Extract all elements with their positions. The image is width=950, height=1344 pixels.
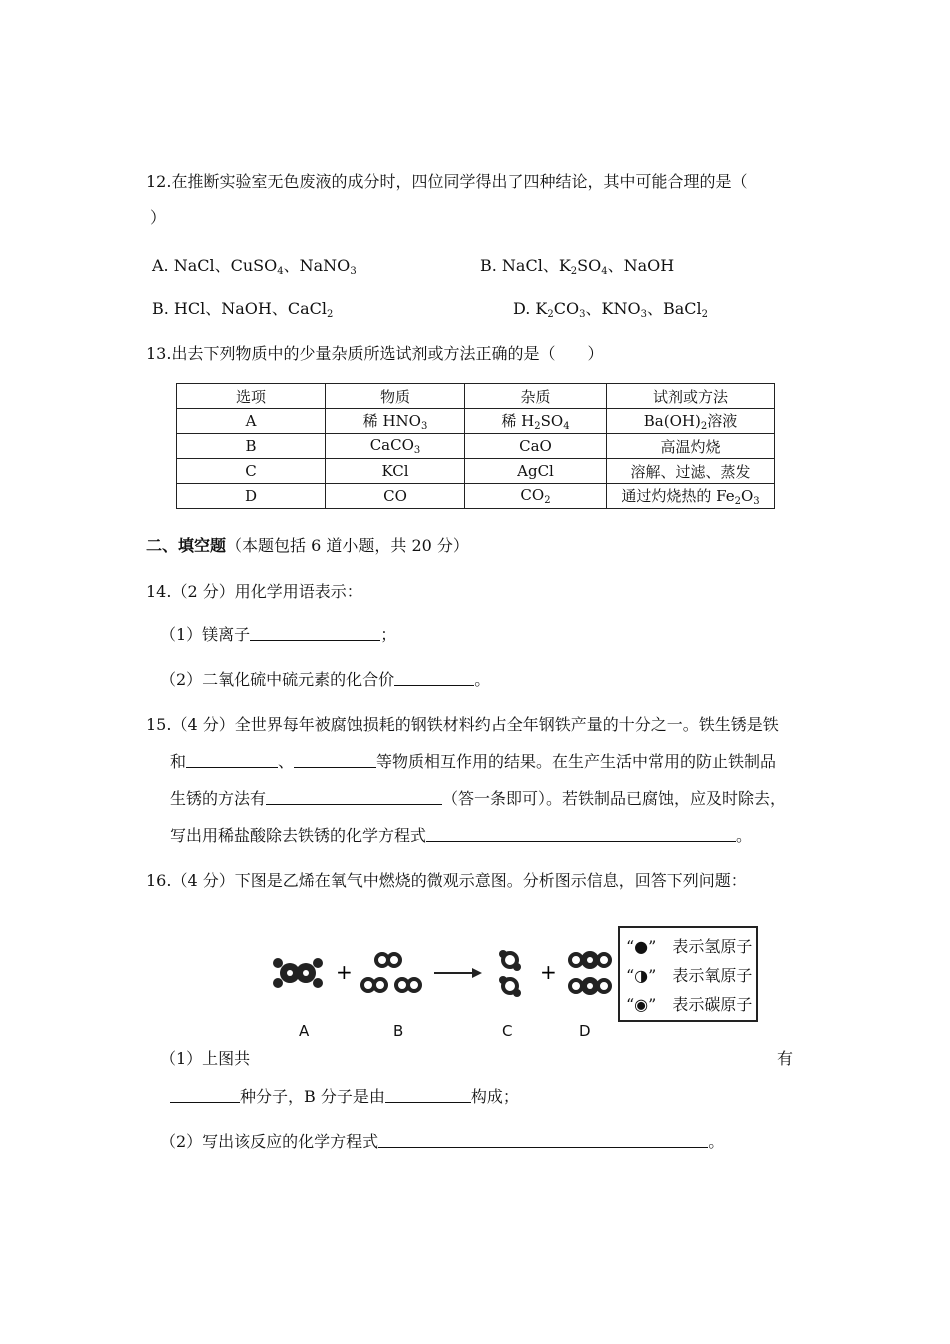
q16-part1-c: 种分子，B 分子是由 构成； <box>170 1087 519 1107</box>
table-header-row <box>177 384 775 409</box>
q16-part2: （2）写出该反应的化学方程式 。 <box>160 1132 725 1151</box>
reaction-diagram <box>268 940 613 1010</box>
q15-line4: 写出用稀盐酸除去铁锈的化学方程式 。 <box>170 826 753 845</box>
molecule-b <box>362 954 420 991</box>
q12-stem-end: ） <box>150 208 167 227</box>
cell-option: B <box>177 434 326 459</box>
section-heading: 二、填空题（本题包括 6 道小题，共 20 分） <box>146 536 469 555</box>
cell-impurity: 稀 $H_2SO_4$ <box>465 409 607 434</box>
label-a: A <box>299 1022 310 1040</box>
answer-blank[interactable] <box>294 753 376 768</box>
table-row <box>177 484 775 509</box>
cell-substance: CaCO$_3$ <box>326 434 465 459</box>
diagram-legend <box>618 926 758 1022</box>
header-impurity: 杂质 <box>465 384 607 409</box>
q12-stem: 12.在推断实验室无色废液的成分时，四位同学得出了四种结论，其中可能合理的是（ <box>146 172 748 191</box>
plus-sign: + <box>336 960 353 984</box>
answer-blank[interactable] <box>250 626 380 641</box>
cell-impurity: $CO_2$ <box>465 484 607 509</box>
cell-option: A <box>177 409 326 434</box>
q13-table <box>176 383 775 509</box>
plus-sign: + <box>540 960 557 984</box>
legend-oxygen: “◑” 表示氧原子 <box>626 966 753 985</box>
header-option: 选项 <box>177 384 326 409</box>
molecule-a <box>273 958 323 988</box>
cell-impurity: CaO <box>465 434 607 459</box>
answer-blank[interactable] <box>385 1088 471 1103</box>
q13-stem: 13.出去下列物质中的少量杂质所选试剂或方法正确的是（ ） <box>146 344 604 363</box>
reaction-arrow <box>434 968 482 978</box>
cell-method: 高温灼烧 <box>607 434 775 459</box>
table-row <box>177 434 775 459</box>
q15-line3: 生锈的方法有 （答一条即可）。若铁制品已腐蚀，应及时除去， <box>170 789 787 808</box>
q16-stem: 16.（4 分）下图是乙烯在氧气中燃烧的微观示意图。分析图示信息，回答下列问题： <box>146 871 747 890</box>
q14-part1: （1）镁离子 ； <box>160 625 397 644</box>
cell-substance: CO <box>326 484 465 509</box>
table-row <box>177 459 775 484</box>
cell-option: D <box>177 484 326 509</box>
q14-stem: 14.（2 分）用化学用语表示： <box>146 582 363 601</box>
q12-option-d: D. $K_2CO_3$、$KNO_3$、BaCl$_2$ <box>513 299 708 320</box>
cell-substance: KCl <box>326 459 465 484</box>
legend-hydrogen: “●” 表示氢原子 <box>626 937 753 956</box>
label-b: B <box>393 1022 404 1040</box>
q12-option-a: A. NaCl、CuSO$_4$、NaNO$_3$ <box>152 256 357 277</box>
label-c: C <box>502 1022 513 1040</box>
answer-blank[interactable] <box>426 827 736 842</box>
header-substance: 物质 <box>326 384 465 409</box>
answer-blank[interactable] <box>170 1088 240 1103</box>
q14-part2: （2）二氧化硫中硫元素的化合价 。 <box>160 670 491 689</box>
answer-blank[interactable] <box>186 753 278 768</box>
table-row <box>177 409 775 434</box>
q12-option-c: B. HCl、NaOH、CaCl$_2$ <box>152 299 334 320</box>
cell-option: C <box>177 459 326 484</box>
cell-substance: 稀 $HNO_3$ <box>326 409 465 434</box>
label-d: D <box>579 1022 591 1040</box>
legend-carbon: “◉” 表示碳原子 <box>626 995 753 1014</box>
q15-line1: 15.（4 分）全世界每年被腐蚀损耗的钢铁材料约占全年钢铁产量的十分之一。铁生锈是铁 <box>146 715 779 734</box>
q12-option-b: B. NaCl、$K_2SO_4$、NaOH <box>480 256 675 277</box>
cell-impurity: AgCl <box>465 459 607 484</box>
molecule-d <box>570 951 610 995</box>
cell-method: $Ba(OH)_2$溶液 <box>607 409 775 434</box>
answer-blank[interactable] <box>266 790 442 805</box>
answer-blank[interactable] <box>378 1133 708 1148</box>
cell-method: 溶解、过滤、蒸发 <box>607 459 775 484</box>
header-method: 试剂或方法 <box>607 384 775 409</box>
answer-blank[interactable] <box>394 671 474 686</box>
molecule-c <box>499 950 521 997</box>
cell-method: 通过灼烧热的 $Fe_2O_3$ <box>607 484 775 509</box>
q15-line2: 和 、 等物质相互作用的结果。在生产生活中常用的防止铁制品 <box>170 752 777 771</box>
q16-part1-a: （1）上图共 <box>160 1049 251 1068</box>
q16-part1-b: 有 <box>777 1049 794 1068</box>
